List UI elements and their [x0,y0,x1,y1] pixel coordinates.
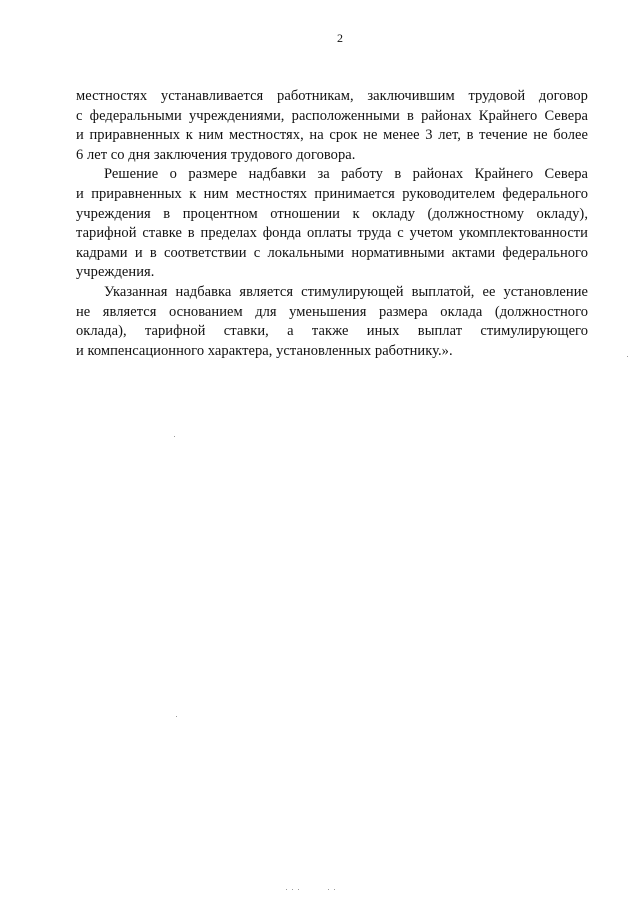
text-line: учреждения в процентном отношении к окладу (должностному окладу), [76,205,588,222]
page-number: 2 [337,31,343,45]
text-line: Указанная надбавка является стимулирующей выплатой, ее установление [104,283,588,300]
body-text [76,87,588,361]
paragraph [76,165,588,283]
text-line: местностях устанавливается работникам, заключившим трудовой договор [76,88,588,104]
paragraph [76,87,588,165]
text-line: не является основанием для уменьшения размера оклада (должностного [76,303,588,320]
text-line: и приравненных к ним местностях, на срок не менее 3 лет, в течение не более [76,127,588,144]
text-line: Решение о размере надбавки за работу в районах Крайнего Севера [104,166,588,183]
text-line: оклада), тарифной ставки, а также иных выплат стимулирующего [76,323,588,340]
text-line: 6 лет со дня заключения трудового договора. [76,146,356,163]
text-line: учреждения. [76,264,155,281]
text-line: тарифной ставке в пределах фонда оплаты труда с учетом укомплектованности [76,225,588,242]
paragraph [76,283,588,361]
text-line: и компенсационного характера, установленных работнику.». [76,342,453,359]
text-line: с федеральными учреждениями, расположенными в районах Крайнего Севера [76,107,588,124]
text-line: и приравненных к ним местностях принимается руководителем федерального [76,185,588,202]
text-line: кадрами и в соответствии с локальными нормативными актами федерального [76,244,588,261]
